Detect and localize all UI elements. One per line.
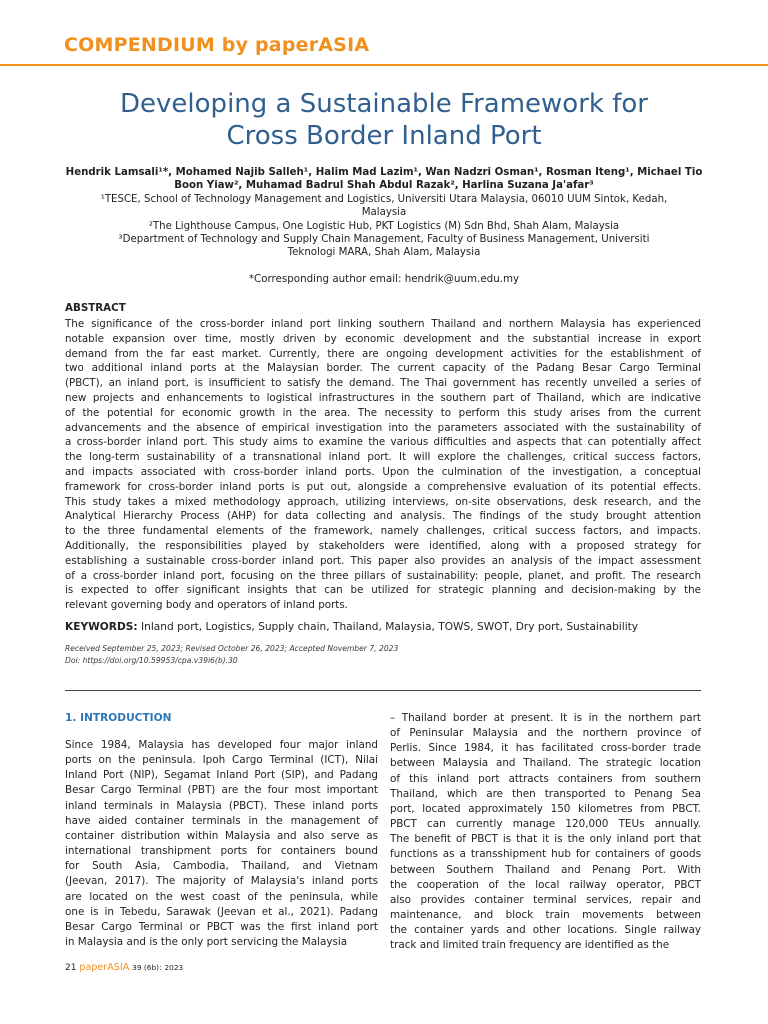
abstract-line: notable expansion over time, mostly driven by economic development and the substantial increase in export [65,332,701,345]
page-footer [65,962,183,974]
author-line: Boon Yiaw², Muhamad Badrul Shah Abdul Razak², Harlina Suzana Ja'afar³ [174,180,594,191]
journal-brand: COMPENDIUM by paperASIA [64,34,370,56]
author-list [64,166,704,192]
doi-line: Doi: https://doi.org/10.59953/cpa.v39i6(b).30 [65,656,238,665]
keywords-text: Inland port, Logistics, Supply chain, Thailand, Malaysia, TOWS, SWOT, Dry port, Sustainability [137,621,639,633]
abstract-line: Additionally, the responsibilities played by stakeholders were identified, along with a proposed strategy for [65,539,701,552]
abstract-line: (PBCT), an inland port, is insufficient to satisfy the demand. The Thai government has recently unveiled a series of [65,377,701,390]
body-text-line: the cooperation of the local railway operator, PBCT [390,878,701,891]
abstract-line: establishing a sustainable cross-border inland port. This paper also provides an analysis of the impact assessment [65,554,701,567]
affiliation-line: Teknologi MARA, Shah Alam, Malaysia [287,247,481,259]
body-text-line: Thailand, which are then transported to Penang Sea [390,787,701,800]
publication-dates [65,643,398,667]
abstract-line: the long-term sustainability of a transnational inland port. It will explore the challenges, critical success factors, [65,451,701,464]
body-text-line: port, located approximately 150 kilometres from PBCT. [390,802,701,815]
body-text-line: The benefit of PBCT is that it is the only inland port that [390,833,701,846]
body-text-line: Besar Cargo Terminal or PBCT was the first inland port [65,920,378,933]
abstract-line: The significance of the cross-border inland port linking southern Thailand and northern Malaysia has experienced [65,318,701,330]
affiliation-line: ²The Lighthouse Campus, One Logistic Hub, PKT Logistics (M) Sdn Bhd, Shah Alam, Malaysia [148,220,620,232]
body-text-line: – Thailand border at present. It is in the northern part [390,712,701,724]
abstract-line: new projects and enhancements to logistical infrastructures in the southern part of Thailand, which are indicative [65,391,701,404]
abstract-line: advancements and the absence of empirical investigation into the parameters associated with the sustainability of [65,421,701,434]
affiliation-line: ³Department of Technology and Supply Chain Management, Faculty of Business Management, Universiti [118,233,650,245]
body-text-line: international transhipment ports for containers bound [65,845,378,858]
body-text-line: Since 1984, Malaysia has developed four major inland [65,739,378,751]
footer-brand: paperASIA [79,962,130,973]
footer-year: 2023 [164,963,184,972]
abstract-line: is expected to offer significant insights that can be utilized for strategic planning and decision-making by the [65,584,701,597]
section-heading: 1. INTRODUCTION [65,712,172,724]
abstract-line: and impacts associated with cross-border inland ports. Upon the culmination of the investigation, a conceptual [65,465,701,478]
body-text-line: functions as a transshipment hub for containers of goods [390,848,701,861]
body-text-line: of Peninsular Malaysia and the northern province of [390,727,701,740]
author-line: Hendrik Lamsali¹*, Mohamed Najib Salleh¹, Halim Mad Lazim¹, Wan Nadzri Osman¹, Rosman Iteng¹, Michael Tio [65,167,703,178]
footer-volume: 39 (6b): [132,963,162,972]
keywords [65,620,638,634]
body-text-line: maintenance, and block train movements between [390,909,701,922]
abstract-body [65,317,701,613]
page-number: 21 [65,963,77,973]
body-text-line: between Malaysia and Thailand. The strategic location [390,757,701,770]
corresponding-author: *Corresponding author email: hendrik@uum.edu.my [248,273,520,285]
body-column-left [65,738,378,950]
dates-line: Received September 25, 2023; Revised October 26, 2023; Accepted November 7, 2023 [65,644,399,653]
body-text-line: in Malaysia and is the only port servicing the Malaysia [65,936,348,949]
abstract-line: relevant governing body and operators of inland ports. [65,599,348,612]
body-column-right [390,711,701,954]
affiliation-line: ¹TESCE, School of Technology Management and Logistics, Universiti Utara Malaysia, 06010 UUM Sintok, Kedah, [100,194,668,205]
abstract-line: of a cross-border inland port, focusing on the three pillars of sustainability: people, planet, and profit. The research [65,569,701,582]
affiliations [64,193,704,259]
abstract-line: framework for cross-border inland ports is put out, alongside a comprehensive evaluation of its potential effects. [65,480,701,493]
keywords-label: KEYWORDS: [65,621,138,633]
abstract-line: to the three fundamental elements of the framework, namely challenges, critical success factors, and impacts. [65,525,701,538]
abstract-line: Analytical Hierarchy Process (AHP) for data collecting and analysis. The findings of the study brought attention [65,510,701,523]
abstract-heading: ABSTRACT [65,302,126,314]
body-text-line: Inland Port (NIP), Segamat Inland Port (SIP), and Padang [65,769,378,782]
body-text-line: have aided container terminals in the management of [65,814,378,827]
abstract-line: of the potential for economic growth in the area. The necessity to perform this study arises from the current [65,406,701,419]
body-text-line: are located on the west coast of the peninsula, while [65,890,378,903]
body-text-line: one is in Tebedu, Sarawak (Jeevan et al., 2021). Padang [65,905,378,918]
body-text-line: PBCT can currently manage 120,000 TEUs annually. [390,818,701,831]
abstract-line: This study takes a mixed methodology approach, utilizing interviews, on-site observations, desk research, and the [65,495,701,508]
title-line: Cross Border Inland Port [226,121,542,151]
body-text-line: inland terminals in Malaysia (PBCT). These inland ports [65,799,378,812]
body-text-line: of this inland port attracts containers from southern [390,772,701,785]
body-text-line: Perlis. Since 1984, it has facilitated cross-border trade [390,742,701,755]
section-divider [65,690,701,691]
body-text-line: between Southern Thailand and Penang Port. With [390,863,701,876]
title-line: Developing a Sustainable Framework for [120,89,648,119]
paper-title [64,88,704,152]
body-text-line: (Jeevan, 2017). The majority of Malaysia's inland ports [65,875,378,888]
header-divider [0,64,768,66]
body-text-line: for South Asia, Cambodia, Thailand, and Vietnam [65,860,378,873]
affiliation-line: Malaysia [361,207,407,219]
body-text-line: ports on the peninsula. Ipoh Cargo Terminal (ICT), Nilai [65,754,378,767]
body-text-line: container distribution within Malaysia and also serve as [65,829,378,842]
abstract-line: demand from the far east market. Currently, there are ongoing development activities for the establishment of [65,347,701,360]
body-text-line: Besar Cargo Terminal (PBT) are the four most important [65,784,378,797]
body-text-line: also provides container terminal services, repair and [390,893,701,906]
abstract-line: two additional inland ports at the Malaysian border. The current capacity of the Padang Besar Cargo Terminal [65,362,701,375]
abstract-line: a cross-border inland port. This study aims to examine the various difficulties and aspects that can potentially affect [65,436,701,449]
body-text-line: the container yards and other locations. Single railway [390,924,701,937]
body-text-line: track and limited train frequency are identified as the [390,939,670,952]
